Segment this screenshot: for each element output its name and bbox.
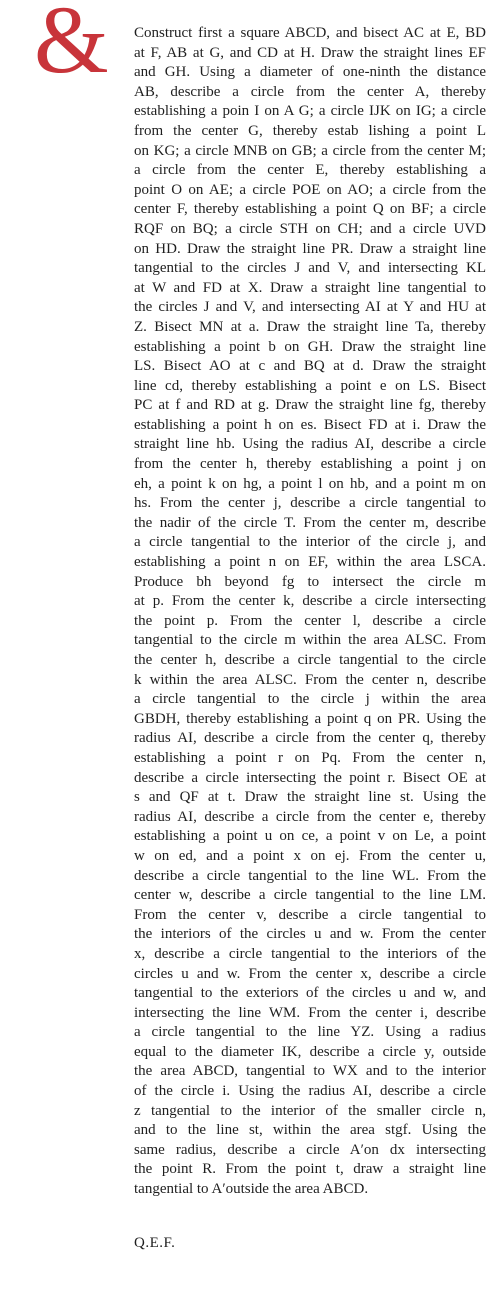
text-line: establishing a point b on GH. Draw the straight line bbox=[134, 338, 486, 355]
text-line: establishing a point h on es. Bisect FD at i. Draw the bbox=[134, 416, 486, 433]
text-line: straight line hb. Using the radius AI, describe a circle bbox=[134, 436, 486, 453]
text-line: on KG; a circle MNB on GB; a circle from the center M; bbox=[134, 142, 486, 159]
text-line: center F, thereby establishing a point Q on BF; a circle bbox=[134, 201, 486, 218]
text-line: the area ABCD, tangential to WX and to the interior bbox=[134, 1063, 486, 1080]
text-line: tangential to the exteriors of the circles u and w, and bbox=[134, 985, 486, 1002]
text-line: AB, describe a circle from the center A, thereby bbox=[134, 83, 486, 100]
text-line: x, describe a circle tangential to the interiors of the bbox=[134, 945, 486, 962]
text-line: k within the area ALSC. From the center n, describe bbox=[134, 671, 486, 688]
text-line: PC at f and RD at g. Draw the straight line fg, thereby bbox=[134, 397, 486, 414]
text-line: a circle tangential to the interior of the circle j, and bbox=[134, 534, 486, 551]
text-line: RQF on BQ; a circle STH on CH; and a circle UVD bbox=[134, 220, 486, 237]
text-line: circles u and w. From the center x, describe a circle bbox=[134, 965, 486, 982]
text-line: from the center h, thereby establishing a point j on bbox=[134, 456, 486, 473]
text-line: the nadir of the circle T. From the center m, describe bbox=[134, 514, 486, 531]
text-line: describe a circle tangential to the line WL. From the bbox=[134, 867, 486, 884]
text-line: the point p. From the center l, describe a circle bbox=[134, 612, 486, 629]
text-line: the center h, describe a circle tangential to the circle bbox=[134, 652, 486, 668]
text-line: describe a circle intersecting the point r. Bisect OE at bbox=[134, 769, 486, 786]
text-line: the circles J and V, and intersecting AI at Y and HU at bbox=[134, 299, 486, 316]
text-line: Construct first a square ABCD, and bisect AC at E, BD bbox=[134, 25, 486, 41]
text-line: radius AI, describe a circle from the center e, thereby bbox=[134, 808, 486, 825]
closing-qef: Q.E.F. bbox=[134, 1235, 176, 1251]
text-line: line cd, thereby establishing a point e on LS. Bisect bbox=[134, 377, 486, 394]
text-line: LS. Bisect AO at c and BQ at d. Draw the straight bbox=[134, 358, 486, 375]
text-line: establishing a point r on Pq. From the center n, bbox=[134, 749, 486, 766]
text-line: From the center v, describe a circle tangential to bbox=[134, 906, 486, 923]
text-line: eh, a point k on hg, a point l on hb, and a point m on bbox=[134, 475, 486, 492]
text-line: w on ed, and a point x on ej. From the center u, bbox=[134, 847, 486, 864]
text-line: at W and FD at X. Draw a straight line tangential to bbox=[134, 279, 486, 296]
text-line: equal to the diameter IK, describe a circle y, outside bbox=[134, 1043, 486, 1060]
text-line: same radius, describe a circle A′on dx intersecting bbox=[134, 1141, 486, 1158]
text-line: from the center G, thereby estab lishing a point L bbox=[134, 122, 486, 139]
text-line: hs. From the center j, describe a circle tangential to bbox=[134, 495, 486, 512]
text-line: and GH. Using a diameter of one-ninth the distance bbox=[134, 64, 486, 81]
text-line: radius AI, describe a circle from the center q, thereby bbox=[134, 730, 486, 747]
text-line: intersecting the line WM. From the center i, describe bbox=[134, 1004, 486, 1021]
text-line: on HD. Draw the straight line PR. Draw a straight line bbox=[134, 240, 486, 257]
text-line: GBDH, thereby establishing a point q on PR. Using the bbox=[134, 710, 486, 727]
text-line: a circle from the center E, thereby establishing a bbox=[134, 162, 486, 179]
text-line: at F, AB at G, and CD at H. Draw the straight lines EF bbox=[134, 44, 486, 61]
text-line: point O on AE; a circle POE on AO; a circle from the bbox=[134, 181, 486, 198]
text-line: the interiors of the circles u and w. From the center bbox=[134, 926, 486, 943]
text-line: a circle tangential to the line YZ. Using a radius bbox=[134, 1024, 486, 1041]
text-line: a circle tangential to the circle j within the area bbox=[134, 691, 486, 708]
text-line: at p. From the center k, describe a circle intersecting bbox=[134, 593, 486, 610]
text-line: establishing a point u on ce, a point v on Le, a point bbox=[134, 828, 486, 845]
text-line: z tangential to the interior of the smaller circle n, bbox=[134, 1102, 486, 1119]
text-line: tangential to the circle m within the area ALSC. From bbox=[134, 632, 486, 649]
text-line: and to the line st, within the area stgf. Using the bbox=[134, 1122, 486, 1139]
text-line: center w, describe a circle tangential to the line LM. bbox=[134, 887, 486, 904]
text-line: of the circle i. Using the radius AI, describe a circle bbox=[134, 1083, 486, 1100]
text-line: s and QF at t. Draw the straight line st. Using the bbox=[134, 789, 486, 806]
text-line: Z. Bisect MN at a. Draw the straight line Ta, thereby bbox=[134, 318, 486, 335]
text-line: the point R. From the point t, draw a straight line bbox=[134, 1161, 486, 1178]
construction-text bbox=[134, 24, 486, 1200]
text-line: establishing a point n on EF, within the area LSCA. bbox=[134, 554, 486, 571]
text-line: establishing a poin I on A G; a circle IJK on IG; a circle bbox=[134, 103, 486, 120]
text-line: Produce bh beyond fg to intersect the circle m bbox=[134, 573, 486, 590]
ampersand-ornament: & bbox=[34, 0, 109, 93]
text-line: tangential to the circles J and V, and intersecting KL bbox=[134, 260, 486, 277]
text-line: tangential to A′outside the area ABCD. bbox=[134, 1181, 369, 1198]
